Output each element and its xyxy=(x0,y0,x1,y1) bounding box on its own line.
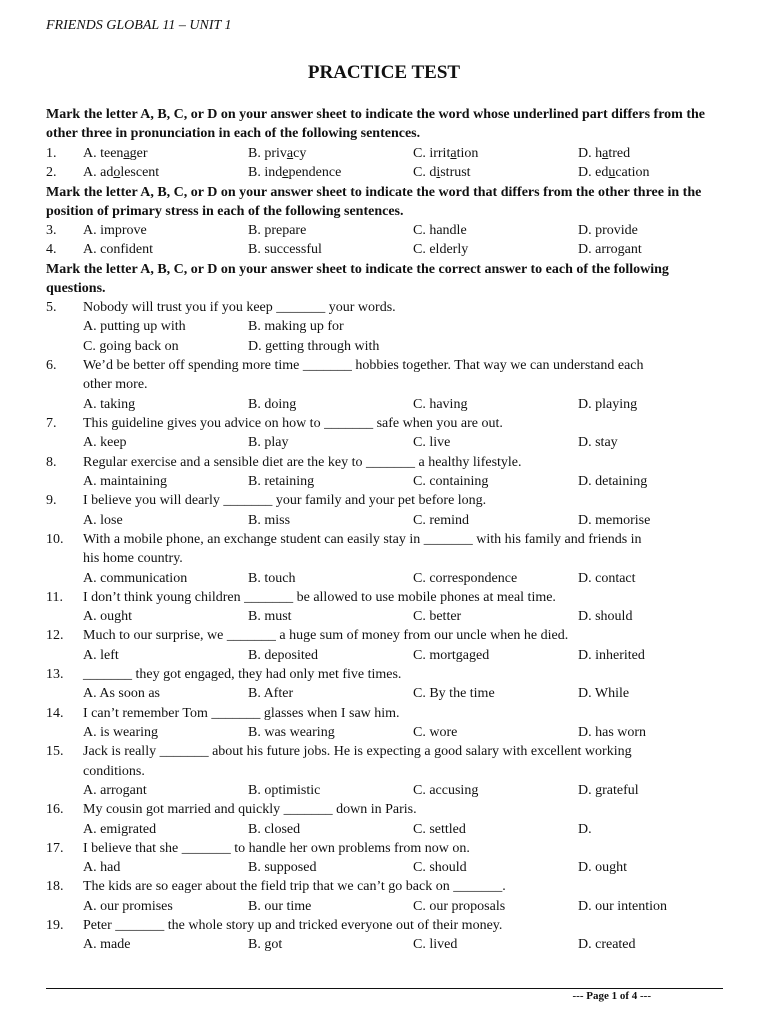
options-row-17 xyxy=(0,858,768,877)
question-row-3 xyxy=(0,221,768,240)
question-number: 10. xyxy=(46,532,64,547)
options-row-13 xyxy=(0,684,768,703)
question-stem-8 xyxy=(0,453,768,472)
option-c: C. going back on xyxy=(83,339,179,354)
option-c: C. containing xyxy=(413,474,489,489)
question-number: 6. xyxy=(46,358,57,373)
question-stem-6 xyxy=(0,356,768,375)
question-text: Peter _______ the whole story up and tricked everyone out of their money. xyxy=(83,918,503,933)
option-d: D. has worn xyxy=(578,725,647,740)
question-text: _______ they got engaged, they had only met five times. xyxy=(83,667,402,682)
option-a: A. maintaining xyxy=(83,474,167,489)
question-text: I can’t remember Tom _______ glasses when I saw him. xyxy=(83,706,400,721)
question-text: I believe you will dearly _______ your family and your pet before long. xyxy=(83,493,487,508)
option-d: D. created xyxy=(578,937,636,952)
option-c: C. distrust xyxy=(413,165,471,180)
option-d: D. memorise xyxy=(578,513,651,528)
options-row-8 xyxy=(0,472,768,491)
option-b: B. doing xyxy=(248,397,297,412)
question-text: I believe that she _______ to handle her own problems from now on. xyxy=(83,841,470,856)
document-header: FRIENDS GLOBAL 11 – UNIT 1 xyxy=(46,18,232,33)
option-b: B. retaining xyxy=(248,474,315,489)
question-stem-13 xyxy=(0,665,768,684)
question-stem-10 xyxy=(0,530,768,549)
question-text: I don’t think young children _______ be allowed to use mobile phones at meal time. xyxy=(83,590,556,605)
option-d: D. hatred xyxy=(578,146,631,161)
option-c: C. wore xyxy=(413,725,458,740)
question-stem-9 xyxy=(0,491,768,510)
options-row-11 xyxy=(0,607,768,626)
option-c: C. having xyxy=(413,397,468,412)
question-text: Nobody will trust you if you keep _______ your words. xyxy=(83,300,396,315)
question-number: 7. xyxy=(46,416,57,431)
options-row-7 xyxy=(0,433,768,452)
question-row-2 xyxy=(0,163,768,182)
option-c: C. should xyxy=(413,860,467,875)
question-number: 16. xyxy=(46,802,64,817)
question-text: Jack is really _______ about his future jobs. He is expecting a good salary with excellent working xyxy=(83,744,632,759)
question-stem-14 xyxy=(0,704,768,723)
question-number: 12. xyxy=(46,628,64,643)
options-row-15 xyxy=(0,781,768,800)
question-stem-17 xyxy=(0,839,768,858)
option-a: A. had xyxy=(83,860,121,875)
option-a: A. keep xyxy=(83,435,127,450)
option-b: B. prepare xyxy=(248,223,307,238)
option-b: B. got xyxy=(248,937,283,952)
option-d: D. playing xyxy=(578,397,638,412)
option-a: A. putting up with xyxy=(83,319,186,334)
options-row-14 xyxy=(0,723,768,742)
question-row-4 xyxy=(0,240,768,259)
option-d: D. education xyxy=(578,165,650,180)
question-text: This guideline gives you advice on how to _______ safe when you are out. xyxy=(83,416,503,431)
option-c: C. irritation xyxy=(413,146,479,161)
option-c: C. handle xyxy=(413,223,467,238)
option-a: A. As soon as xyxy=(83,686,161,701)
question-stem-15 xyxy=(0,742,768,761)
option-b: B. was wearing xyxy=(248,725,335,740)
options-row-18 xyxy=(0,897,768,916)
option-b: B. successful xyxy=(248,242,322,257)
options-row-16 xyxy=(0,820,768,839)
option-d: D. grateful xyxy=(578,783,639,798)
option-b: B. closed xyxy=(248,822,301,837)
option-a: A. arrogant xyxy=(83,783,147,798)
section-instruction-pronunciation: Mark the letter A, B, C, or D on your answer sheet to indicate the word whose underlined part differs from the other three in pronunciation in each of the following sentences. xyxy=(46,107,705,141)
option-a: A. our promises xyxy=(83,899,173,914)
option-b: B. miss xyxy=(248,513,291,528)
option-a: A. confident xyxy=(83,242,153,257)
options-row-10 xyxy=(0,569,768,588)
option-a: A. adolescent xyxy=(83,165,160,180)
option-d: D. getting through with xyxy=(248,339,380,354)
option-c: C. By the time xyxy=(413,686,495,701)
options-row-9 xyxy=(0,511,768,530)
question-stem-19 xyxy=(0,916,768,935)
option-b: B. making up for xyxy=(248,319,344,334)
option-a: A. lose xyxy=(83,513,123,528)
section-instruction-correct-answer: Mark the letter A, B, C, or D on your answer sheet to indicate the correct answer to each of the following questions. xyxy=(46,262,669,296)
question-stem-10-cont xyxy=(0,549,768,568)
question-stem-11 xyxy=(0,588,768,607)
option-a: A. ought xyxy=(83,609,132,624)
question-text: With a mobile phone, an exchange student can easily stay in _______ with his family and friends in xyxy=(83,532,642,547)
option-d: D. inherited xyxy=(578,648,645,663)
option-d: D. our intention xyxy=(578,899,668,914)
options-row-12 xyxy=(0,646,768,665)
question-text: Regular exercise and a sensible diet are the key to _______ a healthy lifestyle. xyxy=(83,455,522,470)
option-b: B. must xyxy=(248,609,292,624)
option-a: A. emigrated xyxy=(83,822,157,837)
question-text: My cousin got married and quickly _______ down in Paris. xyxy=(83,802,417,817)
question-text: The kids are so eager about the field trip that we can’t go back on _______. xyxy=(83,879,506,894)
option-a: A. is wearing xyxy=(83,725,159,740)
page-title: PRACTICE TEST xyxy=(307,62,461,83)
options-row-6 xyxy=(0,395,768,414)
question-row-1 xyxy=(0,144,768,163)
option-c: C. better xyxy=(413,609,462,624)
question-text-continued: his home country. xyxy=(83,551,183,566)
option-d: D. should xyxy=(578,609,633,624)
options-row-5a xyxy=(0,317,768,336)
option-d: D. arrogant xyxy=(578,242,642,257)
question-number: 18. xyxy=(46,879,64,894)
question-number: 13. xyxy=(46,667,64,682)
question-stem-18 xyxy=(0,877,768,896)
question-number: 17. xyxy=(46,841,64,856)
question-number: 3. xyxy=(46,223,57,238)
options-row-19 xyxy=(0,935,768,954)
option-c: C. accusing xyxy=(413,783,479,798)
option-a: A. improve xyxy=(83,223,147,238)
option-b: B. privacy xyxy=(248,146,307,161)
option-c: C. our proposals xyxy=(413,899,506,914)
question-number: 14. xyxy=(46,706,64,721)
question-number: 15. xyxy=(46,744,64,759)
option-c: C. remind xyxy=(413,513,469,528)
option-a: A. taking xyxy=(83,397,136,412)
section-instruction-stress: Mark the letter A, B, C, or D on your answer sheet to indicate the word that differs from the other three in the position of primary stress in each of the following sentences. xyxy=(46,185,702,219)
option-d: D. While xyxy=(578,686,630,701)
option-b: B. deposited xyxy=(248,648,318,663)
question-stem-7 xyxy=(0,414,768,433)
option-d: D. ought xyxy=(578,860,627,875)
option-c: C. settled xyxy=(413,822,466,837)
option-c: C. mortgaged xyxy=(413,648,490,663)
option-a: A. left xyxy=(83,648,119,663)
question-number: 11. xyxy=(46,590,63,605)
option-d: D. provide xyxy=(578,223,638,238)
question-text-continued: other more. xyxy=(83,377,148,392)
option-a: A. communication xyxy=(83,571,188,586)
question-text-continued: conditions. xyxy=(83,764,145,779)
option-d: D. stay xyxy=(578,435,618,450)
option-c: C. elderly xyxy=(413,242,469,257)
question-number: 5. xyxy=(46,300,57,315)
page-number: --- Page 1 of 4 --- xyxy=(572,990,651,1002)
question-stem-16 xyxy=(0,800,768,819)
option-d: D. detaining xyxy=(578,474,648,489)
question-number: 19. xyxy=(46,918,64,933)
question-number: 9. xyxy=(46,493,57,508)
option-b: B. After xyxy=(248,686,294,701)
option-d: D. contact xyxy=(578,571,636,586)
footer-divider xyxy=(46,988,723,989)
option-c: C. correspondence xyxy=(413,571,518,586)
option-a: A. made xyxy=(83,937,131,952)
question-stem-12 xyxy=(0,626,768,645)
option-b: B. independence xyxy=(248,165,342,180)
option-d: D. xyxy=(578,822,592,837)
option-b: B. touch xyxy=(248,571,296,586)
option-b: B. supposed xyxy=(248,860,317,875)
question-text: We’d be better off spending more time _______ hobbies together. That way we can understand each xyxy=(83,358,644,373)
question-number: 8. xyxy=(46,455,57,470)
option-c: C. live xyxy=(413,435,451,450)
question-number: 1. xyxy=(46,146,57,161)
question-stem-6-cont xyxy=(0,375,768,394)
option-b: B. our time xyxy=(248,899,312,914)
option-b: B. optimistic xyxy=(248,783,321,798)
options-row-5b xyxy=(0,337,768,356)
question-stem-15-cont xyxy=(0,762,768,781)
question-text: Much to our surprise, we _______ a huge sum of money from our uncle when he died. xyxy=(83,628,569,643)
option-b: B. play xyxy=(248,435,289,450)
question-number: 2. xyxy=(46,165,57,180)
option-c: C. lived xyxy=(413,937,458,952)
option-a: A. teenager xyxy=(83,146,148,161)
question-number: 4. xyxy=(46,242,57,257)
question-stem-5 xyxy=(0,298,768,317)
